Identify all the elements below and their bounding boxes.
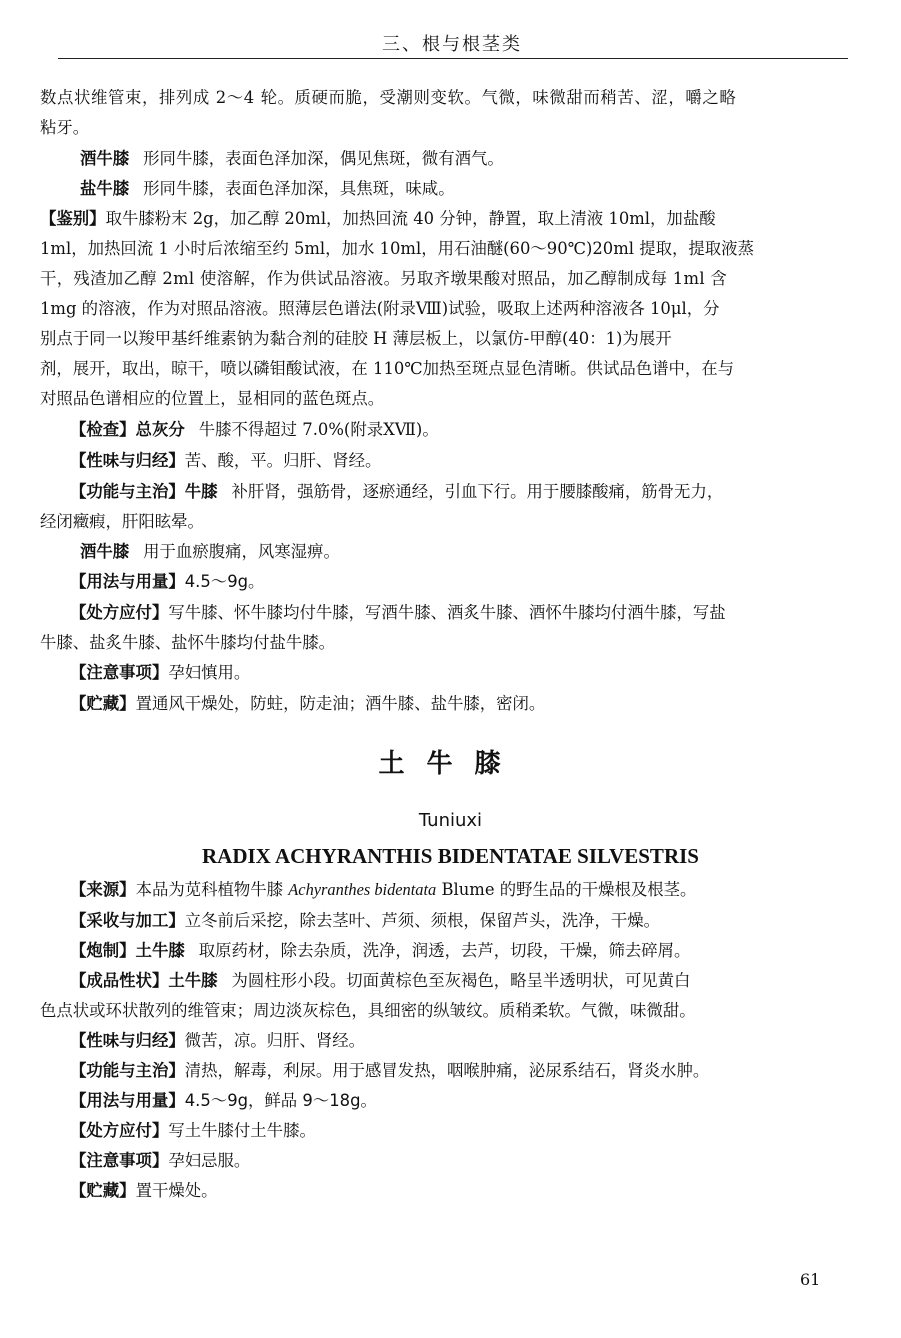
section-label: 【用法与用量】 bbox=[70, 1091, 185, 1110]
section-label: 【炮制】土牛膝 bbox=[70, 941, 185, 960]
paragraph-text: Blume 的野生品的干燥根及根茎。 bbox=[436, 880, 697, 899]
xingwei-line bbox=[70, 1031, 365, 1051]
paragraph-text: 孕妇慎用。 bbox=[168, 663, 251, 682]
section-label: 【性味与归经】 bbox=[70, 451, 185, 470]
jiancha-line bbox=[70, 420, 439, 440]
yongfa-line bbox=[70, 1091, 377, 1111]
yongfa-line bbox=[70, 572, 264, 592]
chufang-line bbox=[70, 1121, 316, 1141]
paragraph-line: 经闭癥瘕，肝阳眩晕。 bbox=[40, 512, 204, 531]
paragraph-text: 立冬前后采挖，除去茎叶、芦须、须根，保留芦头，洗净，干燥。 bbox=[184, 911, 661, 930]
running-header: 三、根与根茎类 bbox=[382, 34, 522, 55]
paragraph-line: 色点状或环状散列的维管束；周边淡灰棕色，具细密的纵皱纹。质稍柔软。气微，味微甜。 bbox=[40, 1001, 696, 1020]
section-label: 【贮藏】 bbox=[70, 694, 136, 713]
section-label: 【检查】总灰分 bbox=[70, 420, 185, 439]
paragraph-text: 置通风干燥处，防蛀，防走油；酒牛膝、盐牛膝，密闭。 bbox=[135, 694, 546, 713]
paragraph-line: 干，残渣加乙醇 2ml 使溶解，作为供试品溶液。另取齐墩果酸对照品，加乙醇制成每 1ml 含 bbox=[40, 269, 728, 288]
paragraph-text: 取原药材，除去杂质，洗净，润透，去芦，切段，干燥，筛去碎屑。 bbox=[198, 941, 691, 960]
zhuyi-line bbox=[70, 1151, 250, 1171]
section-label: 【采收与加工】 bbox=[70, 911, 185, 930]
pinyin-name: Tuniuxi bbox=[418, 810, 483, 831]
caishou-line bbox=[70, 911, 660, 931]
section-label: 【鉴别】 bbox=[40, 209, 106, 228]
paozhi-line bbox=[70, 941, 690, 961]
section-label: 【性味与归经】 bbox=[70, 1031, 185, 1050]
paragraph-text: 4.5～9g。 bbox=[184, 572, 265, 591]
paragraph-text: 孕妇忌服。 bbox=[168, 1151, 251, 1170]
monograph-title: 土牛膝 bbox=[378, 749, 523, 779]
section-label: 【处方应付】 bbox=[70, 603, 169, 622]
paragraph-text: 4.5～9g，鲜品 9～18g。 bbox=[184, 1091, 377, 1110]
entry-text: 用于血瘀腹痛，风寒湿痹。 bbox=[143, 542, 340, 561]
paragraph-line: 数点状维管束，排列成 2～4 轮。质硬而脆，受潮则变软。气微，味微甜而稍苦、涩，嚼之略 bbox=[40, 88, 737, 107]
jiu-niuxi-use bbox=[80, 542, 340, 562]
laiyuan-line bbox=[70, 880, 696, 900]
section-label: 【处方应付】 bbox=[70, 1121, 169, 1140]
section-label: 【来源】 bbox=[70, 880, 136, 899]
paragraph-text: 清热，解毒，利尿。用于感冒发热，咽喉肿痛，泌尿系结石，肾炎水肿。 bbox=[184, 1061, 710, 1080]
paragraph-line: 1ml，加热回流 1 小时后浓缩至约 5ml，加水 10ml，用石油醚(60～90℃)20ml 提取，提取液蒸 bbox=[40, 239, 754, 258]
yan-niuxi-entry bbox=[80, 179, 455, 199]
paragraph-line: 1mg 的溶液，作为对照品溶液。照薄层色谱法(附录Ⅷ)试验，吸取上述两种溶液各 10μl，分 bbox=[40, 299, 720, 318]
zhucang-line bbox=[70, 1181, 218, 1201]
jiu-niuxi-entry bbox=[80, 149, 504, 169]
paragraph-text: 取牛膝粉末 2g，加乙醇 20ml，加热回流 40 分钟，静置，取上清液 10ml，加盐酸 bbox=[105, 209, 716, 228]
section-label: 【功能与主治】 bbox=[70, 1061, 185, 1080]
section-label: 【成品性状】土牛膝 bbox=[70, 971, 218, 990]
latin-name: RADIX ACHYRANTHIS BIDENTATAE SILVESTRIS bbox=[202, 844, 699, 868]
gongneng-line bbox=[70, 482, 723, 502]
paragraph-text: 苦、酸，平。归肝、肾经。 bbox=[184, 451, 382, 470]
entry-label: 酒牛膝 bbox=[80, 542, 130, 561]
species-name: Achyranthes bidentata bbox=[288, 880, 437, 899]
section-label: 【贮藏】 bbox=[70, 1181, 136, 1200]
entry-text: 形同牛膝，表面色泽加深，偶见焦斑，微有酒气。 bbox=[143, 149, 504, 168]
zhucang-line bbox=[70, 694, 545, 714]
paragraph-text: 补肝肾，强筋骨，逐瘀通经，引血下行。用于腰膝酸痛，筋骨无力， bbox=[231, 482, 724, 501]
chengpin-line bbox=[70, 971, 690, 991]
section-label: 【注意事项】 bbox=[70, 663, 169, 682]
paragraph-text: 牛膝不得超过 7.0%(附录ⅩⅦ)。 bbox=[198, 420, 439, 439]
xingwei-line bbox=[70, 451, 381, 471]
paragraph-text: 微苦，凉。归肝、肾经。 bbox=[184, 1031, 366, 1050]
paragraph-text: 为圆柱形小段。切面黄棕色至灰褐色，略呈半透明状，可见黄白 bbox=[231, 971, 691, 990]
paragraph-text: 置干燥处。 bbox=[135, 1181, 218, 1200]
paragraph-line: 粘牙。 bbox=[40, 118, 90, 137]
paragraph-text: 写土牛膝付土牛膝。 bbox=[168, 1121, 316, 1140]
chufang-line bbox=[70, 603, 726, 623]
page-number: 61 bbox=[800, 1270, 821, 1289]
header-rule bbox=[58, 58, 848, 59]
section-label: 【用法与用量】 bbox=[70, 572, 185, 591]
paragraph-line: 对照品色谱相应的位置上，显相同的蓝色斑点。 bbox=[40, 389, 385, 408]
entry-label: 酒牛膝 bbox=[80, 149, 130, 168]
paragraph-line: 牛膝、盐炙牛膝、盐怀牛膝均付盐牛膝。 bbox=[40, 633, 336, 652]
paragraph-line: 剂，展开，取出，晾干，喷以磷钼酸试液，在 110℃加热至斑点显色清晰。供试品色谱中，在与 bbox=[40, 359, 735, 378]
paragraph-text: 本品为苋科植物牛膝 bbox=[135, 880, 289, 899]
section-label: 【功能与主治】牛膝 bbox=[70, 482, 218, 501]
paragraph-line: 别点于同一以羧甲基纤维素钠为黏合剂的硅胶 H 薄层板上，以氯仿-甲醇(40：1)为展开 bbox=[40, 329, 672, 348]
jianbie-line bbox=[40, 209, 716, 229]
zhuyi-line bbox=[70, 663, 250, 683]
gongneng-line bbox=[70, 1061, 709, 1081]
paragraph-text: 写牛膝、怀牛膝均付牛膝，写酒牛膝、酒炙牛膝、酒怀牛膝均付酒牛膝，写盐 bbox=[168, 603, 726, 622]
entry-label: 盐牛膝 bbox=[80, 179, 130, 198]
section-label: 【注意事项】 bbox=[70, 1151, 169, 1170]
entry-text: 形同牛膝，表面色泽加深，具焦斑，味咸。 bbox=[143, 179, 455, 198]
